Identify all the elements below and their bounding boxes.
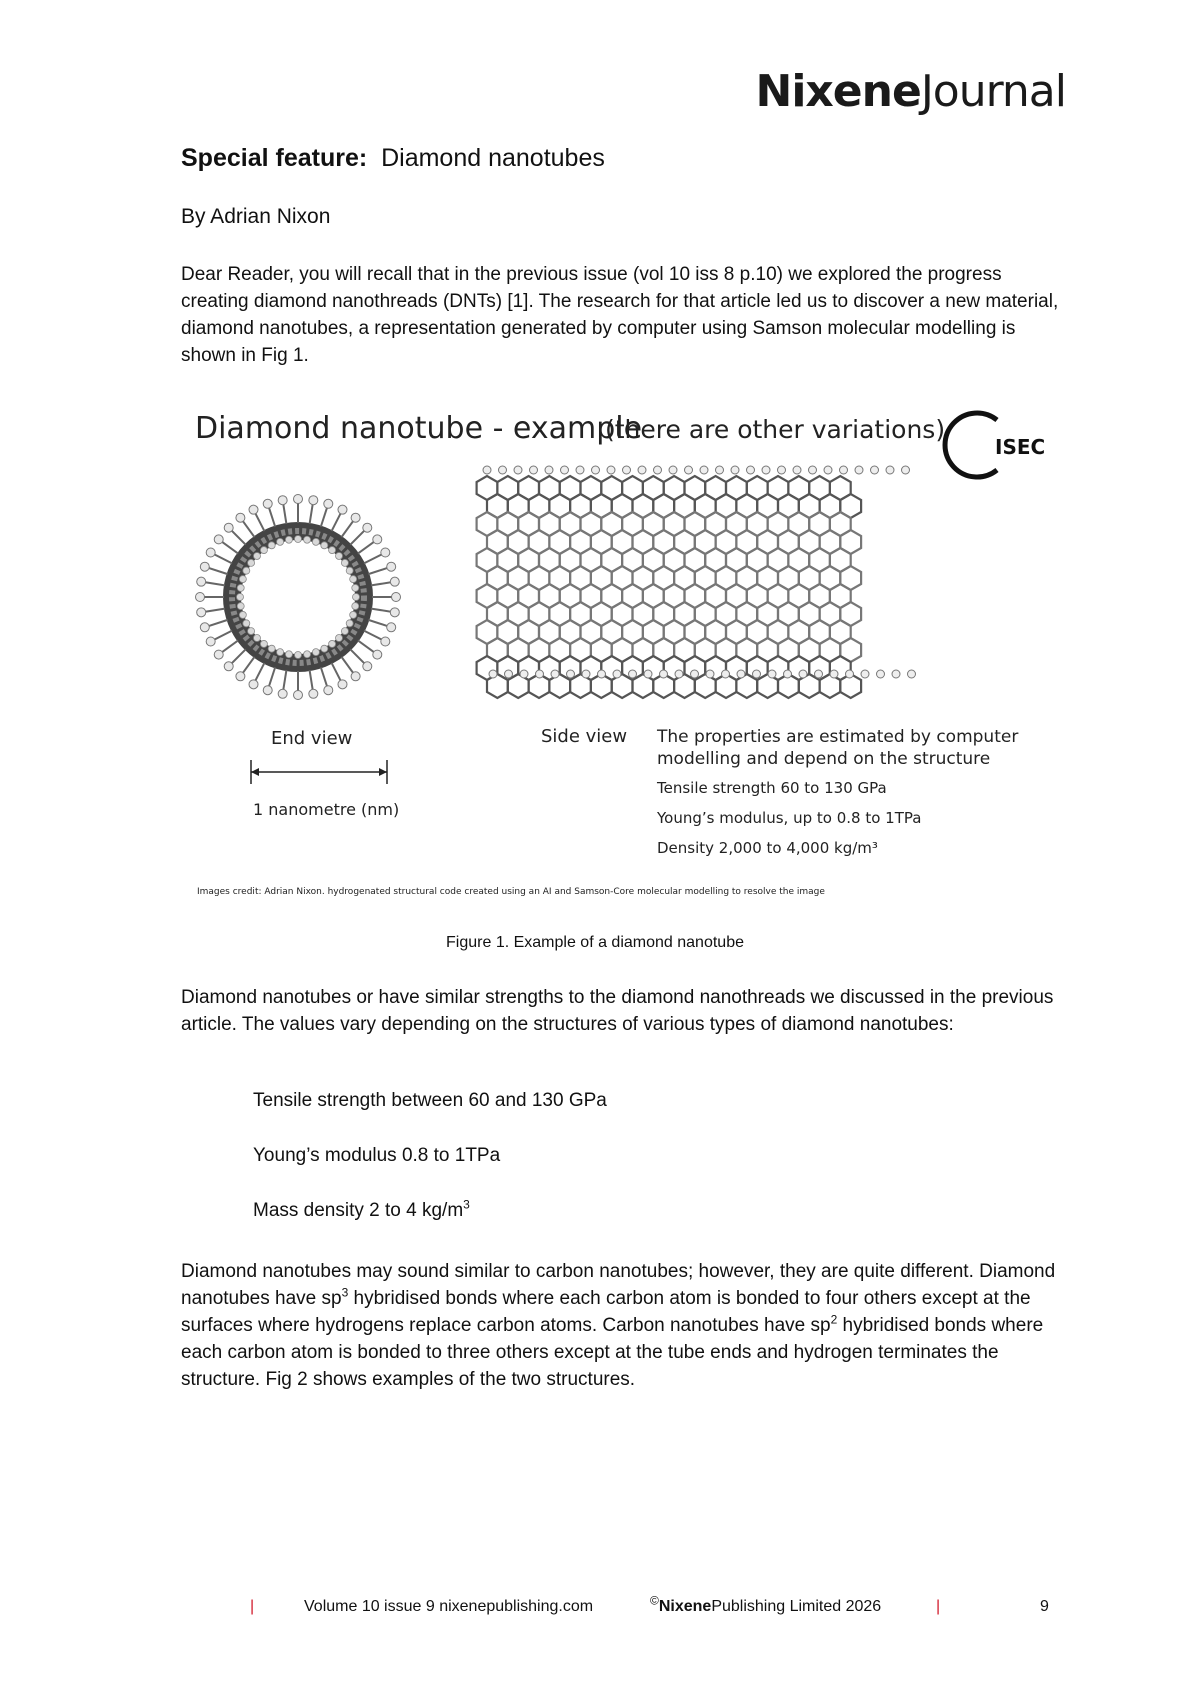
masthead-bold: Nixene [755,66,921,117]
density-text: Mass density 2 to 4 kg/m [253,1200,464,1221]
page-number: 9 [1040,1598,1049,1615]
paragraph-3-wrap [181,1258,1061,1393]
side-view-illustration [477,466,916,698]
scale-bar [251,760,387,784]
title-label: Special feature: [181,144,368,172]
title-text: Diamond nanotubes [381,144,605,172]
scale-label: 1 nanometre (nm) [253,800,400,819]
paragraph-2-wrap [181,984,1061,1038]
props-title-line-2: modelling and depend on the structure [657,749,991,769]
article-title [181,144,1061,173]
article-header [181,144,1061,369]
page-footer [0,1593,1190,1622]
side-view-label: Side view [541,726,628,747]
figure-heading: Diamond nanotube - example [195,411,643,446]
footer-separator-right: | [936,1598,941,1615]
figure-1 [181,404,1101,904]
footer-volume: Volume 10 issue 9 nixenepublishing.com [304,1598,594,1615]
paragraph-3 [181,1258,1061,1393]
list-item-density [253,1197,607,1255]
footer-separator-left: | [250,1598,255,1615]
p3-part-a: Diamond nanotubes may sound similar to carbon nanotubes; however, they are quite different. Diamond nanotubes have sp [181,1261,1056,1309]
p3-part-b: hybridised bonds where each carbon atom is bonded to four others except at the surfaces where hydrogens replace carbon atoms. Carbon nanotubes have sp [181,1288,1031,1336]
prop-density: Density 2,000 to 4,000 kg/m³ [657,839,878,857]
paragraph-2: Diamond nanotubes or have similar strengths to the diamond nanothreads we discussed in the previous article. The values vary depending on the structures of various types of diamond nanotubes: [181,987,1054,1035]
end-view-illustration [196,495,401,700]
copyright-symbol: © [650,1593,659,1608]
author-byline: By Adrian Nixon [181,205,331,228]
sp2-exponent: 2 [830,1312,838,1327]
masthead-logo [756,66,1066,117]
prop-tensile: Tensile strength 60 to 130 GPa [657,779,887,797]
props-title-line-1: The properties are estimated by computer [657,727,1019,747]
image-credit: Images credit: Adrian Nixon. hydrogenated structural code created using an AI and Samson-Core molecular modelling to resolve the image [197,887,825,897]
isec-logo [945,413,1045,477]
end-view-label: End view [271,728,353,749]
figure-caption: Figure 1. Example of a diamond nanotube [446,934,744,951]
copyright-rest: Publishing Limited 2026 [711,1598,882,1615]
property-list [253,1090,607,1255]
density-exponent: 3 [463,1197,470,1212]
intro-paragraph: Dear Reader, you will recall that in the previous issue (vol 10 iss 8 p.10) we explored the progress creating diamond nanothreads (DNTs) [1]. The research for that article led us to discover a new material, diamond nanotubes, a representation generated by computer using Samson molecular modelling is shown in Fig 1. [181,264,1059,366]
p3-part-c: hybridised bonds where each carbon atom is bonded to three others except at the tube ends and hydrogen terminates the structure. Fig 2 shows examples of the two structures. [181,1315,1044,1390]
list-item-youngs: Young’s modulus 0.8 to 1TPa [253,1145,501,1166]
masthead-light: Journal [920,66,1066,117]
isec-logo-text: ISEC [995,435,1046,459]
footer-copyright [650,1593,882,1616]
sp3-exponent: 3 [341,1285,349,1300]
copyright-brand: Nixene [658,1598,712,1615]
list-item-tensile: Tensile strength between 60 and 130 GPa [253,1090,607,1111]
prop-youngs: Young’s modulus, up to 0.8 to 1TPa [657,809,922,827]
figure-heading-note: (there are other variations) [605,415,946,444]
